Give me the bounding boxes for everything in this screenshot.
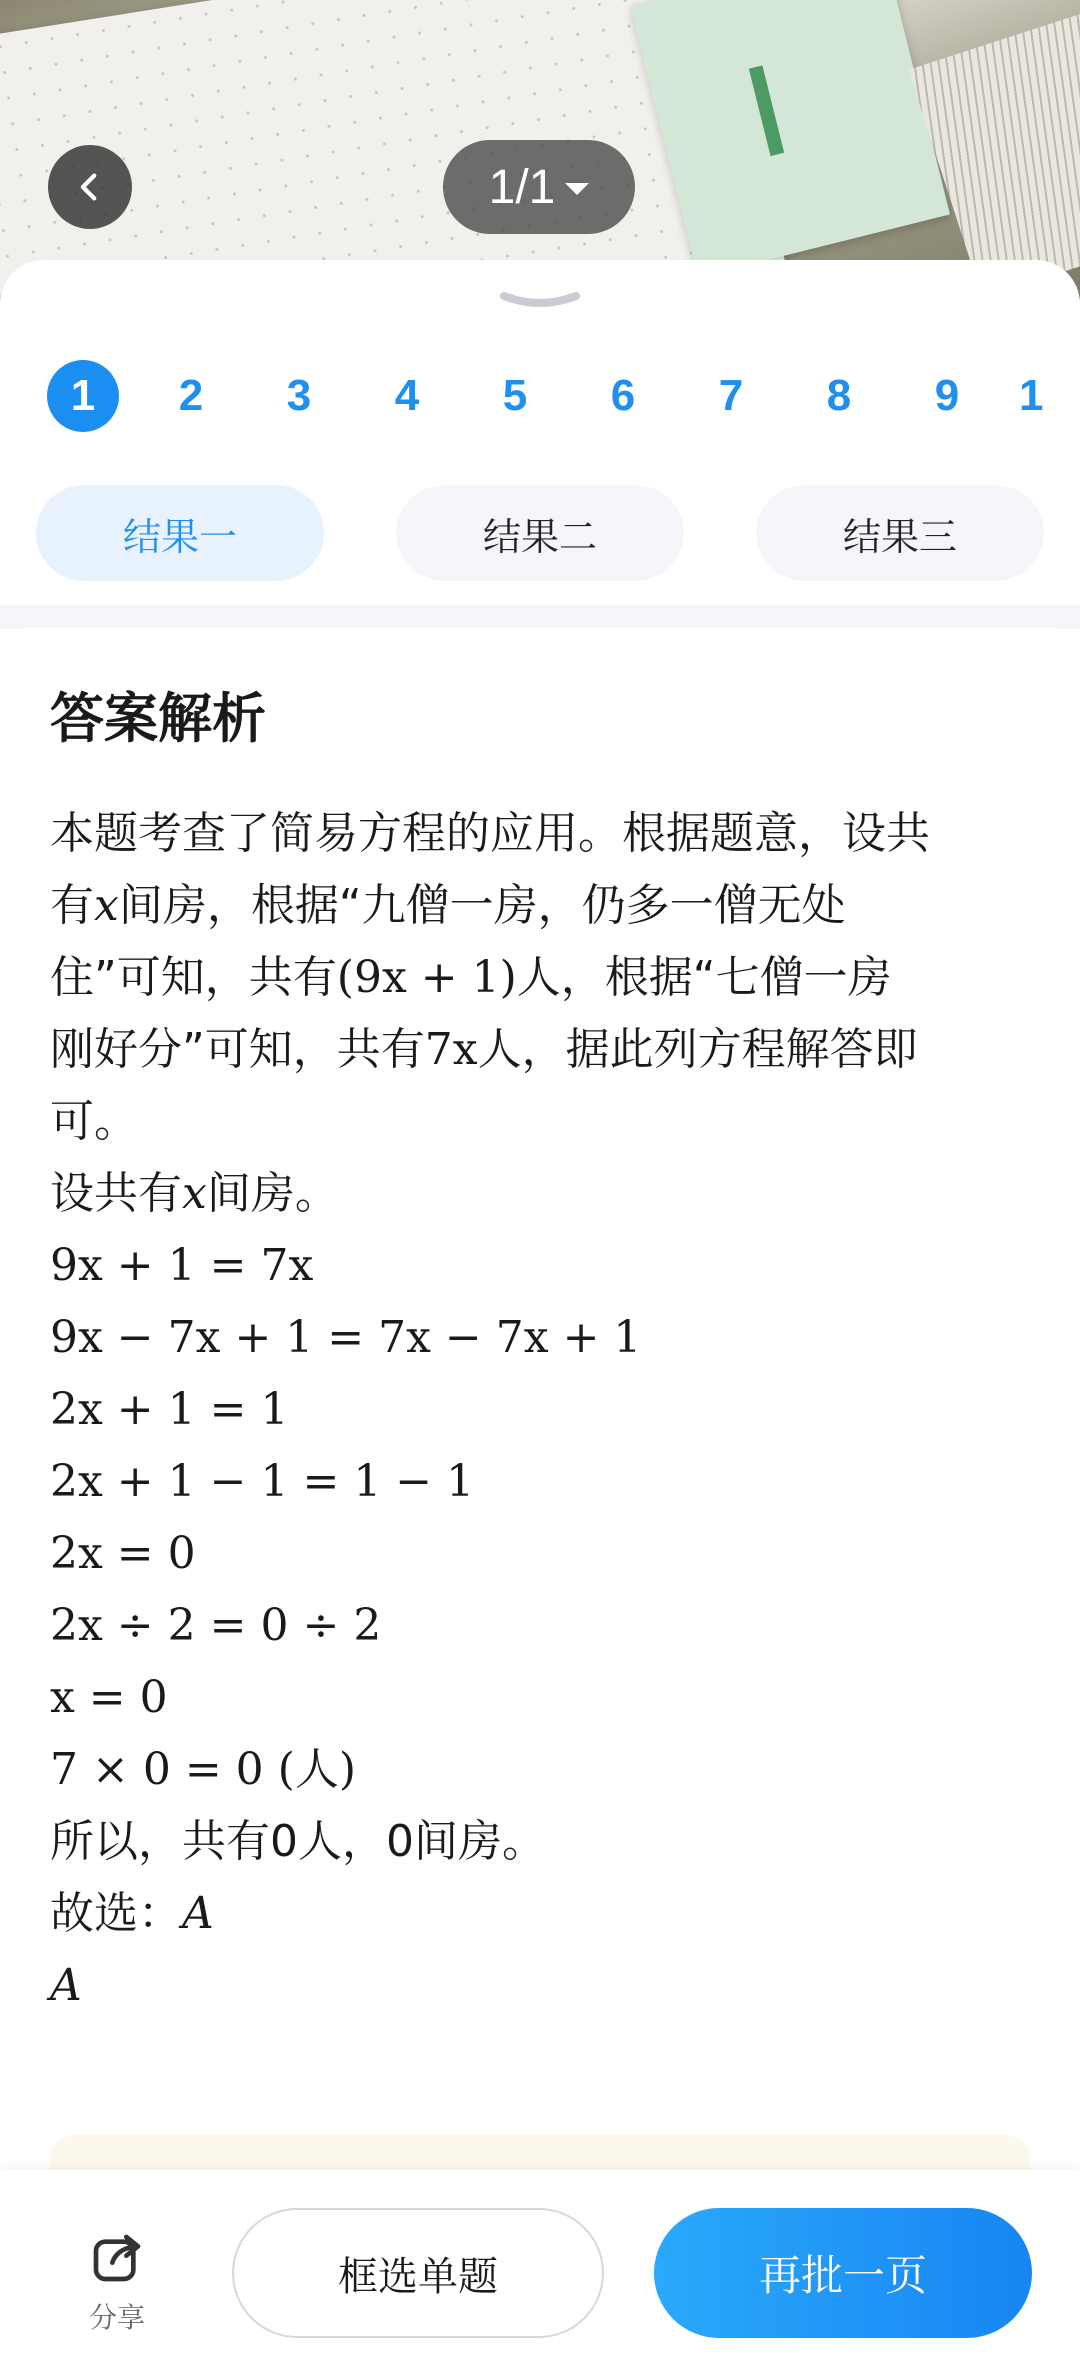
select-single-question-button[interactable]: 框选单题 bbox=[232, 2208, 604, 2338]
equation-line: 2x ÷ 2 = 0 ÷ 2 bbox=[50, 1600, 382, 1651]
answer-title: 答案解析 bbox=[50, 687, 266, 750]
equation-line: 9x − 7x + 1 = 7x − 7x + 1 bbox=[50, 1312, 642, 1363]
section-divider bbox=[0, 605, 1080, 629]
equation-line: 7 × 0 = 0 (人) bbox=[50, 1744, 356, 1795]
question-number-5[interactable]: 5 bbox=[502, 371, 528, 420]
paper-stack-photo bbox=[908, 2, 1080, 298]
question-number-row bbox=[0, 360, 1080, 450]
equation-line: 9x + 1 = 7x bbox=[50, 1240, 314, 1291]
answer-body bbox=[50, 798, 1030, 2022]
chevron-left-icon bbox=[73, 170, 107, 204]
tab-result-2[interactable]: 结果二 bbox=[396, 485, 684, 581]
page-indicator-label: 1/1 bbox=[488, 160, 556, 214]
share-icon bbox=[89, 2230, 145, 2286]
question-number-7[interactable]: 7 bbox=[718, 371, 744, 420]
equation-line: 2x + 1 = 1 bbox=[50, 1384, 289, 1435]
tab-result-1[interactable]: 结果一 bbox=[36, 485, 324, 581]
answer-final: A bbox=[50, 1960, 82, 2011]
photo-preview bbox=[0, 0, 1080, 300]
answer-conclusion: 所以，共有0人，0间房。 bbox=[50, 1816, 546, 1867]
answer-intro-line: 本题考查了简易方程的应用。根据题意，设共 bbox=[50, 808, 930, 859]
question-number-8[interactable]: 8 bbox=[826, 371, 852, 420]
result-tabs bbox=[0, 485, 1080, 585]
answer-intro-line: 刚好分”可知，共有7x人，据此列方程解答即 bbox=[50, 1024, 918, 1075]
equation-line: 2x + 1 − 1 = 1 − 1 bbox=[50, 1456, 475, 1507]
answer-intro-line: 住”可知，共有(9x + 1)人，根据“七僧一房 bbox=[50, 952, 892, 1003]
share-button[interactable] bbox=[72, 2230, 162, 2336]
question-number-6[interactable]: 6 bbox=[610, 371, 636, 420]
answer-intro-line: 有x间房，根据“九僧一房，仍多一僧无处 bbox=[50, 880, 846, 931]
question-number-2[interactable]: 2 bbox=[178, 371, 204, 420]
question-number-4[interactable]: 4 bbox=[394, 371, 420, 420]
results-sheet bbox=[0, 260, 1080, 2376]
caret-down-icon bbox=[565, 183, 589, 195]
back-button[interactable] bbox=[48, 145, 132, 229]
grade-another-page-button[interactable]: 再批一页 bbox=[654, 2208, 1032, 2338]
question-number-3[interactable]: 3 bbox=[286, 371, 312, 420]
page-indicator[interactable] bbox=[443, 140, 635, 234]
bottom-action-bar bbox=[0, 2170, 1080, 2376]
equation-line: 2x = 0 bbox=[50, 1528, 196, 1579]
answer-analysis-card bbox=[0, 628, 1080, 2011]
equation-line: x = 0 bbox=[50, 1672, 168, 1723]
answer-setup-line: 设共有x间房。 bbox=[50, 1168, 339, 1219]
share-label: 分享 bbox=[88, 2301, 145, 2334]
question-number-1[interactable]: 1 bbox=[47, 360, 119, 432]
answer-intro-line: 可。 bbox=[50, 1096, 138, 1147]
question-number-10-partial[interactable]: 1 bbox=[1019, 371, 1044, 420]
answer-choice-line: 故选：A bbox=[50, 1888, 214, 1939]
question-number-9[interactable]: 9 bbox=[934, 371, 960, 420]
tab-result-3[interactable]: 结果三 bbox=[756, 485, 1044, 581]
sheet-handle-chevron-icon[interactable] bbox=[500, 290, 580, 312]
